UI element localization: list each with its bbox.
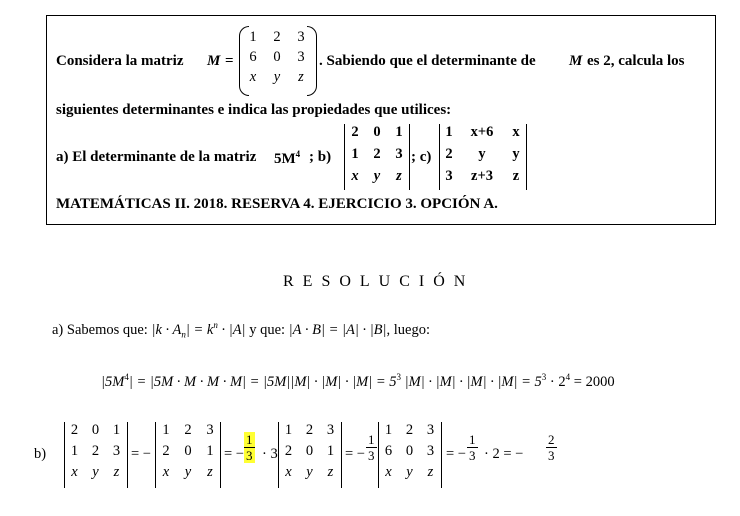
matrix-entry: 1 — [395, 124, 403, 140]
matrix-entry: 1 — [326, 443, 335, 459]
matrix-entry: z — [427, 464, 434, 480]
matrix-entry: x — [285, 464, 292, 480]
part-a-calculation: $|5M^4| = |5M \cdot M \cdot M \cdot M| = |5M||M| \cdot |M| \cdot |M| = 5^3$ $|M| \cdot |M| \cdot |M| \cdot |M| = 5^3 \cdot 2^4 = 2000$ — [101, 372, 615, 390]
matrix-entry: 3 — [297, 29, 305, 45]
intro-rest-b: es 2, calcula los — [587, 53, 685, 69]
matrix-entry: 3 — [426, 422, 435, 438]
matrix-entry: x — [512, 124, 520, 140]
matrix-entry: z — [396, 168, 402, 184]
matrix-entry: z+3 — [471, 168, 493, 184]
b-frac-1: $\frac{1}{3}$ — [246, 432, 253, 463]
matrix-entry: 3 — [112, 443, 121, 459]
matrix-entry: z — [298, 69, 304, 85]
b-frac-3: $\frac{1}{3}$ — [469, 432, 476, 463]
b-eq-3: = − — [345, 446, 365, 462]
footer-ref: MATEMÁTICAS II. 2018. RESERVA 4. EJERCICIO 3. OPCIÓN A. — [56, 196, 498, 212]
part-b-label: b) — [34, 446, 47, 462]
matrix-entry: y — [406, 464, 413, 480]
b-det-3 — [278, 422, 342, 488]
matrix-entry: y — [478, 146, 486, 162]
matrix-entry: 2 — [284, 443, 293, 459]
b-frac-2: $\frac{1}{3}$ — [368, 432, 375, 463]
matrix-entry: 2 — [273, 29, 281, 45]
matrix-entry: x — [385, 464, 392, 480]
matrix-entry: 1 — [112, 422, 121, 438]
intro-rest-a: . Sabiendo que el determinante de — [319, 53, 536, 69]
matrix-entry: 1 — [284, 422, 293, 438]
matrix-eq: = — [225, 53, 234, 69]
matrix-entry: 3 — [426, 443, 435, 459]
matrix-entry: 2 — [162, 443, 170, 459]
matrix-entry: 1 — [249, 29, 257, 45]
matrix-entry: 2 — [70, 422, 79, 438]
matrix-entry: 0 — [405, 443, 414, 459]
matrix-entry: 6 — [249, 49, 257, 65]
matrix-entry: 1 — [206, 443, 214, 459]
problem-box — [46, 15, 716, 225]
matrix-entry: z — [512, 168, 520, 184]
resolution-heading: RESOLUCIÓN — [283, 273, 475, 290]
matrix-entry: x — [71, 464, 78, 480]
matrix-entry: 1 — [162, 422, 170, 438]
part-b-sep: ; b) — [309, 149, 332, 165]
part-a-label: a) El determinante de la matriz — [56, 149, 257, 165]
matrix-entry: 0 — [305, 443, 314, 459]
matrix-entry: z — [113, 464, 120, 480]
matrix-entry: 2 — [405, 422, 414, 438]
matrix-entry: 2 — [351, 124, 359, 140]
matrix-name-2: M — [569, 53, 583, 69]
b-det-2 — [155, 422, 221, 488]
matrix-entry: y — [373, 168, 381, 184]
part-c-sep: ; c) — [411, 149, 432, 165]
part-a-expr: $5M^4$ — [274, 149, 301, 167]
matrix-entry: 2 — [373, 146, 381, 162]
matrix-entry: 2 — [184, 422, 192, 438]
matrix-entry: 0 — [373, 124, 381, 140]
matrix-name: M — [207, 53, 221, 69]
matrix-entry: 2 — [445, 146, 453, 162]
matrix-entry: 2 — [305, 422, 314, 438]
matrix-entry: 3 — [297, 49, 305, 65]
matrix-entry: 3 — [445, 168, 453, 184]
matrix-M — [241, 26, 315, 96]
matrix-entry: 1 — [384, 422, 393, 438]
matrix-entry: y — [273, 69, 281, 85]
matrix-entry: 3 — [326, 422, 335, 438]
matrix-entry: 0 — [184, 443, 192, 459]
b-eq-2: = − — [224, 446, 244, 462]
matrix-entry: 0 — [91, 422, 100, 438]
matrix-entry: 1 — [351, 146, 359, 162]
b-det-1 — [64, 422, 128, 488]
matrix-entry: 1 — [445, 124, 453, 140]
matrix-entry: 3 — [206, 422, 214, 438]
b-eq-1: = − — [131, 446, 151, 462]
matrix-entry: z — [207, 464, 213, 480]
matrix-entry: x — [162, 464, 170, 480]
det-b — [344, 124, 410, 190]
b-eq-4: = − — [446, 446, 466, 462]
matrix-entry: x+6 — [470, 124, 494, 140]
matrix-entry: x — [351, 168, 359, 184]
b-det-4 — [378, 422, 442, 488]
matrix-entry: z — [327, 464, 334, 480]
matrix-entry: 3 — [395, 146, 403, 162]
intro-text: Considera la matriz — [56, 53, 184, 69]
matrix-entry: 2 — [91, 443, 100, 459]
matrix-entry: x — [249, 69, 257, 85]
b-frac-4: $\frac{2}{3}$ — [548, 432, 555, 463]
matrix-entry: 1 — [70, 443, 79, 459]
left-paren — [239, 26, 249, 96]
matrix-entry: 6 — [384, 443, 393, 459]
problem-line2: siguientes determinantes e indica las propiedades que utilices: — [56, 102, 452, 118]
b-dot-2: · 2 = − — [484, 446, 524, 462]
det-c — [439, 124, 527, 190]
matrix-entry: y — [184, 464, 192, 480]
matrix-entry: y — [92, 464, 99, 480]
b-dot-3: · 3 — [262, 446, 278, 462]
matrix-entry: y — [306, 464, 313, 480]
part-a-statement: a) Sabemos que: $|k \cdot A_n| = k^n \cdot |A|$ y que: |A · B| = |A| · |B|, luego: — [52, 320, 431, 340]
matrix-entry: y — [512, 146, 520, 162]
right-paren — [307, 26, 317, 96]
matrix-entry: 0 — [273, 49, 281, 65]
